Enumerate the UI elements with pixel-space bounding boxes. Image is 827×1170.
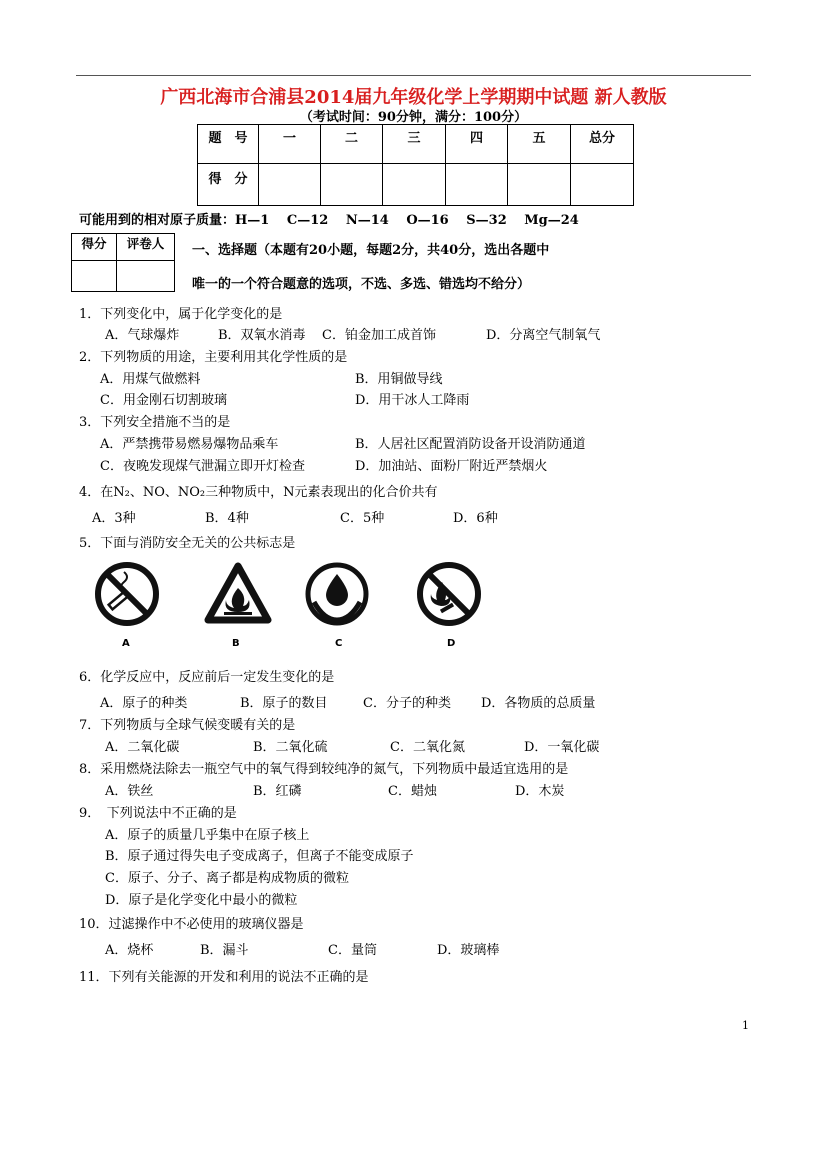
q1-option-c: C．铂金加工成首饰 [322,328,436,343]
exam-info: （考试时间：90分钟，满分：100分） [299,110,528,125]
q9-option-a: A．原子的质量几乎集中在原子核上 [105,828,310,843]
section-heading: 一、选择题（本题有20小题，每题2分，共40分，选出各题中 [192,243,550,258]
q2-option-b: B．用铜做导线 [355,372,443,387]
q4-option-a: A．3种 [92,511,136,526]
flammable-warning-icon [208,566,268,620]
q10-option-d: D．玻璃棒 [437,943,500,958]
score-header-3: 三 [383,125,446,164]
question-7: 7．下列物质与全球气候变暖有关的是 [79,718,296,733]
q7-option-c: C．二氧化氮 [390,740,465,755]
score-header-5: 五 [508,125,571,164]
score-header-4: 四 [446,125,508,164]
water-saving-sign-icon [308,565,366,623]
page-number: 1 [742,1019,749,1032]
score-table [197,124,634,206]
score-cell [259,164,321,206]
question-5: 5．下面与消防安全无关的公共标志是 [79,536,296,551]
q10-option-c: C．量筒 [328,943,377,958]
q4-option-d: D．6种 [453,511,498,526]
score-cell [571,164,634,206]
q9-option-b: B．原子通过得失电子变成离子，但离子不能变成原子 [105,849,414,864]
q10-option-a: A．烧杯 [105,943,154,958]
question-1: 1．下列变化中，属于化学变化的是 [79,307,283,322]
q7-option-a: A．二氧化碳 [105,740,180,755]
atomic-masses: 可能用到的相对原子质量：H—1 C—12 N—14 O—16 S—32 Mg—24 [79,213,579,228]
question-10: 10．过滤操作中不必使用的玻璃仪器是 [79,917,304,932]
q2-option-d: D．用干冰人工降雨 [355,393,470,408]
sign-label-d: D [447,638,456,649]
q6-option-c: C．分子的种类 [363,696,451,711]
q3-option-b: B．人居社区配置消防设备开设消防通道 [355,437,586,452]
score-header-2: 二 [321,125,383,164]
q6-option-a: A．原子的种类 [100,696,188,711]
q3-option-c: C．夜晚发现煤气泄漏立即开灯检查 [100,459,305,474]
grader-name-label: 评卷人 [117,234,175,261]
q8-option-a: A．铁丝 [105,784,154,799]
q6-option-b: B．原子的数目 [240,696,328,711]
safety-signs [90,560,510,652]
no-open-flame-sign-icon [420,565,478,623]
sign-label-c: C [335,638,343,649]
sign-label-a: A [122,638,130,649]
document-title: 广西北海市合浦县2014届九年级化学上学期期中试题 新人教版 [160,87,667,108]
q9-option-d: D．原子是化学变化中最小的微粒 [105,893,298,908]
question-11: 11．下列有关能源的开发和利用的说法不正确的是 [79,970,369,985]
q7-option-b: B．二氧化硫 [253,740,328,755]
score-cell [321,164,383,206]
score-header-1: 一 [259,125,321,164]
header-rule [76,75,751,76]
q1-option-d: D．分离空气制氧气 [486,328,601,343]
q4-option-b: B．4种 [205,511,249,526]
score-cell [508,164,571,206]
grader-cell [117,261,175,292]
q6-option-d: D．各物质的总质量 [481,696,596,711]
grader-score-label: 得分 [72,234,117,261]
q2-option-c: C．用金刚石切割玻璃 [100,393,227,408]
grader-cell [72,261,117,292]
question-2: 2．下列物质的用途，主要利用其化学性质的是 [79,350,348,365]
no-smoking-sign-icon [98,565,156,623]
score-cell [383,164,446,206]
q1-option-a: A．气球爆炸 [105,328,180,343]
q8-option-c: C．蜡烛 [388,784,437,799]
score-header-label: 题 号 [198,125,259,164]
q4-option-c: C．5种 [340,511,385,526]
q2-option-a: A．用煤气做燃料 [100,372,201,387]
q3-option-a: A．严禁携带易燃易爆物品乘车 [100,437,279,452]
q8-option-b: B．红磷 [253,784,302,799]
question-9: 9． 下列说法中不正确的是 [79,806,237,821]
score-cell [446,164,508,206]
q7-option-d: D．一氧化碳 [524,740,600,755]
section-instructions: 唯一的一个符合题意的选项，不选、多选、错选均不给分） [192,277,531,292]
grader-table [71,233,175,292]
question-6: 6．化学反应中，反应前后一定发生变化的是 [79,670,335,685]
q1-option-b: B．双氧水消毒 [218,328,306,343]
q9-option-c: C．原子、分子、离子都是构成物质的微粒 [105,871,349,886]
question-4: 4．在N₂、NO、NO₂三种物质中，N元素表现出的化合价共有 [79,485,438,500]
sign-label-b: B [232,638,240,649]
q8-option-d: D．木炭 [515,784,565,799]
q3-option-d: D．加油站、面粉厂附近严禁烟火 [355,459,548,474]
score-row-label: 得 分 [198,164,259,206]
question-8: 8．采用燃烧法除去一瓶空气中的氧气得到较纯净的氮气，下列物质中最适宜选用的是 [79,762,569,777]
q10-option-b: B．漏斗 [200,943,249,958]
question-3: 3．下列安全措施不当的是 [79,415,231,430]
score-header-total: 总分 [571,125,634,164]
